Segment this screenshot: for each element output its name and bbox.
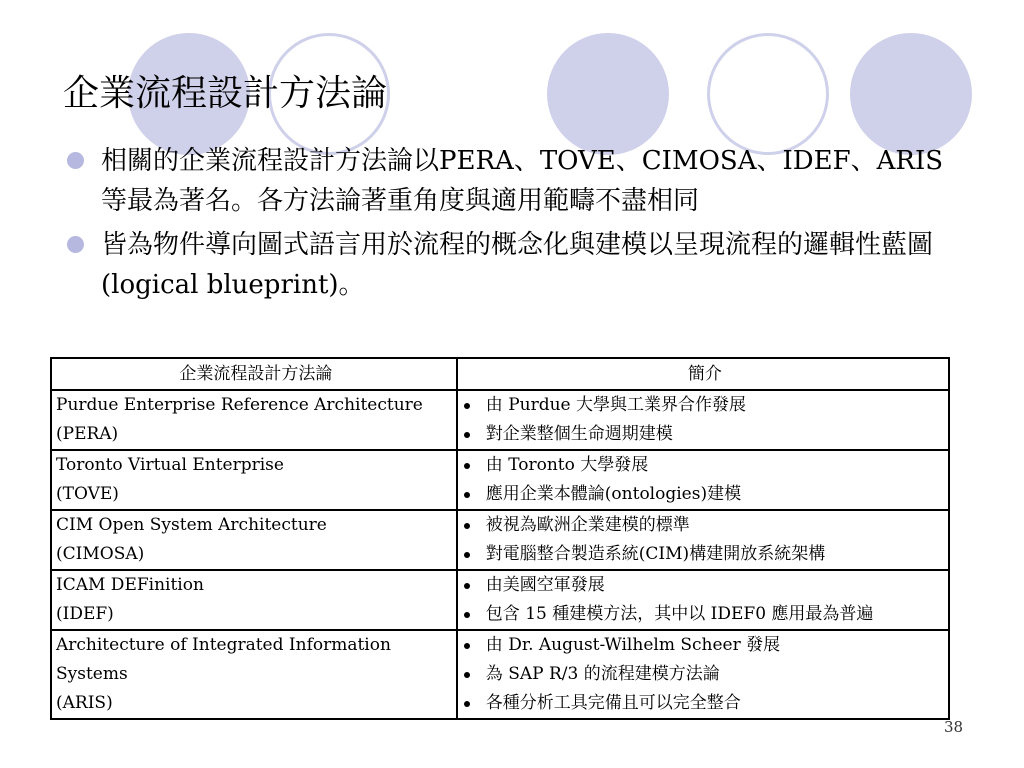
desc-item: 應用企業本體論(ontologies)建模: [462, 480, 948, 509]
method-abbr: (IDEF): [56, 604, 114, 624]
bullet-item: [63, 141, 963, 221]
table-row: [51, 630, 949, 719]
method-abbr: (ARIS): [56, 693, 113, 713]
desc-item: 對企業整個生命週期建模: [462, 420, 948, 449]
method-abbr: (TOVE): [56, 484, 119, 504]
method-desc-cell: [457, 450, 949, 510]
slide-title: 企業流程設計方法論: [63, 73, 388, 114]
decorative-circle-filled: [850, 33, 972, 155]
method-name-cell: [51, 630, 457, 719]
desc-item: 由美國空軍發展: [462, 571, 948, 600]
decorative-circle-filled: [547, 33, 669, 155]
table-row: [51, 390, 949, 450]
method-name: Purdue Enterprise Reference Architecture: [56, 395, 423, 415]
bullet-dot-icon: [67, 152, 84, 169]
table-header-row: [51, 358, 949, 390]
method-name: ICAM DEFinition: [56, 575, 204, 595]
desc-item: 為 SAP R/3 的流程建模方法論: [462, 660, 948, 689]
method-name: Toronto Virtual Enterprise: [56, 455, 284, 475]
desc-item: 由 Dr. August-Wilhelm Scheer 發展: [462, 631, 948, 660]
decorative-circle-outline: [707, 33, 829, 155]
table-row: [51, 570, 949, 630]
method-desc-cell: [457, 510, 949, 570]
bullet-item: [63, 225, 963, 305]
desc-item: 由 Toronto 大學發展: [462, 451, 948, 480]
page-number: 38: [944, 718, 964, 736]
method-name-cell: [51, 450, 457, 510]
desc-item: 由 Purdue 大學與工業界合作發展: [462, 391, 948, 420]
bullet-text: 相關的企業流程設計方法論以PERA、TOVE、CIMOSA、IDEF、ARIS等最為著名。各方法論著重角度與適用範疇不盡相同: [101, 146, 944, 216]
method-name: Architecture of Integrated Information Systems: [56, 635, 391, 684]
method-desc-cell: [457, 390, 949, 450]
table-row: [51, 510, 949, 570]
bullet-text: 皆為物件導向圖式語言用於流程的概念化與建模以呈現流程的邏輯性藍圖(logical blueprint)。: [101, 230, 934, 300]
method-name-cell: [51, 390, 457, 450]
desc-item: 各種分析工具完備且可以完全整合: [462, 689, 948, 718]
bullet-dot-icon: [67, 236, 84, 253]
method-desc-cell: [457, 630, 949, 719]
method-abbr: (PERA): [56, 424, 119, 444]
desc-item: 對電腦整合製造系統(CIM)構建開放系統架構: [462, 540, 948, 569]
bullet-list: [63, 141, 963, 309]
table-row: [51, 450, 949, 510]
header-methodology: 企業流程設計方法論: [51, 358, 457, 390]
method-desc-cell: [457, 570, 949, 630]
method-name-cell: [51, 510, 457, 570]
method-name-cell: [51, 570, 457, 630]
method-abbr: (CIMOSA): [56, 544, 145, 564]
desc-item: 被視為歐洲企業建模的標準: [462, 511, 948, 540]
header-summary: 簡介: [457, 358, 949, 390]
desc-item: 包含 15 種建模方法，其中以 IDEF0 應用最為普遍: [462, 600, 948, 629]
methodology-table: [50, 357, 950, 720]
method-name: CIM Open System Architecture: [56, 515, 327, 535]
